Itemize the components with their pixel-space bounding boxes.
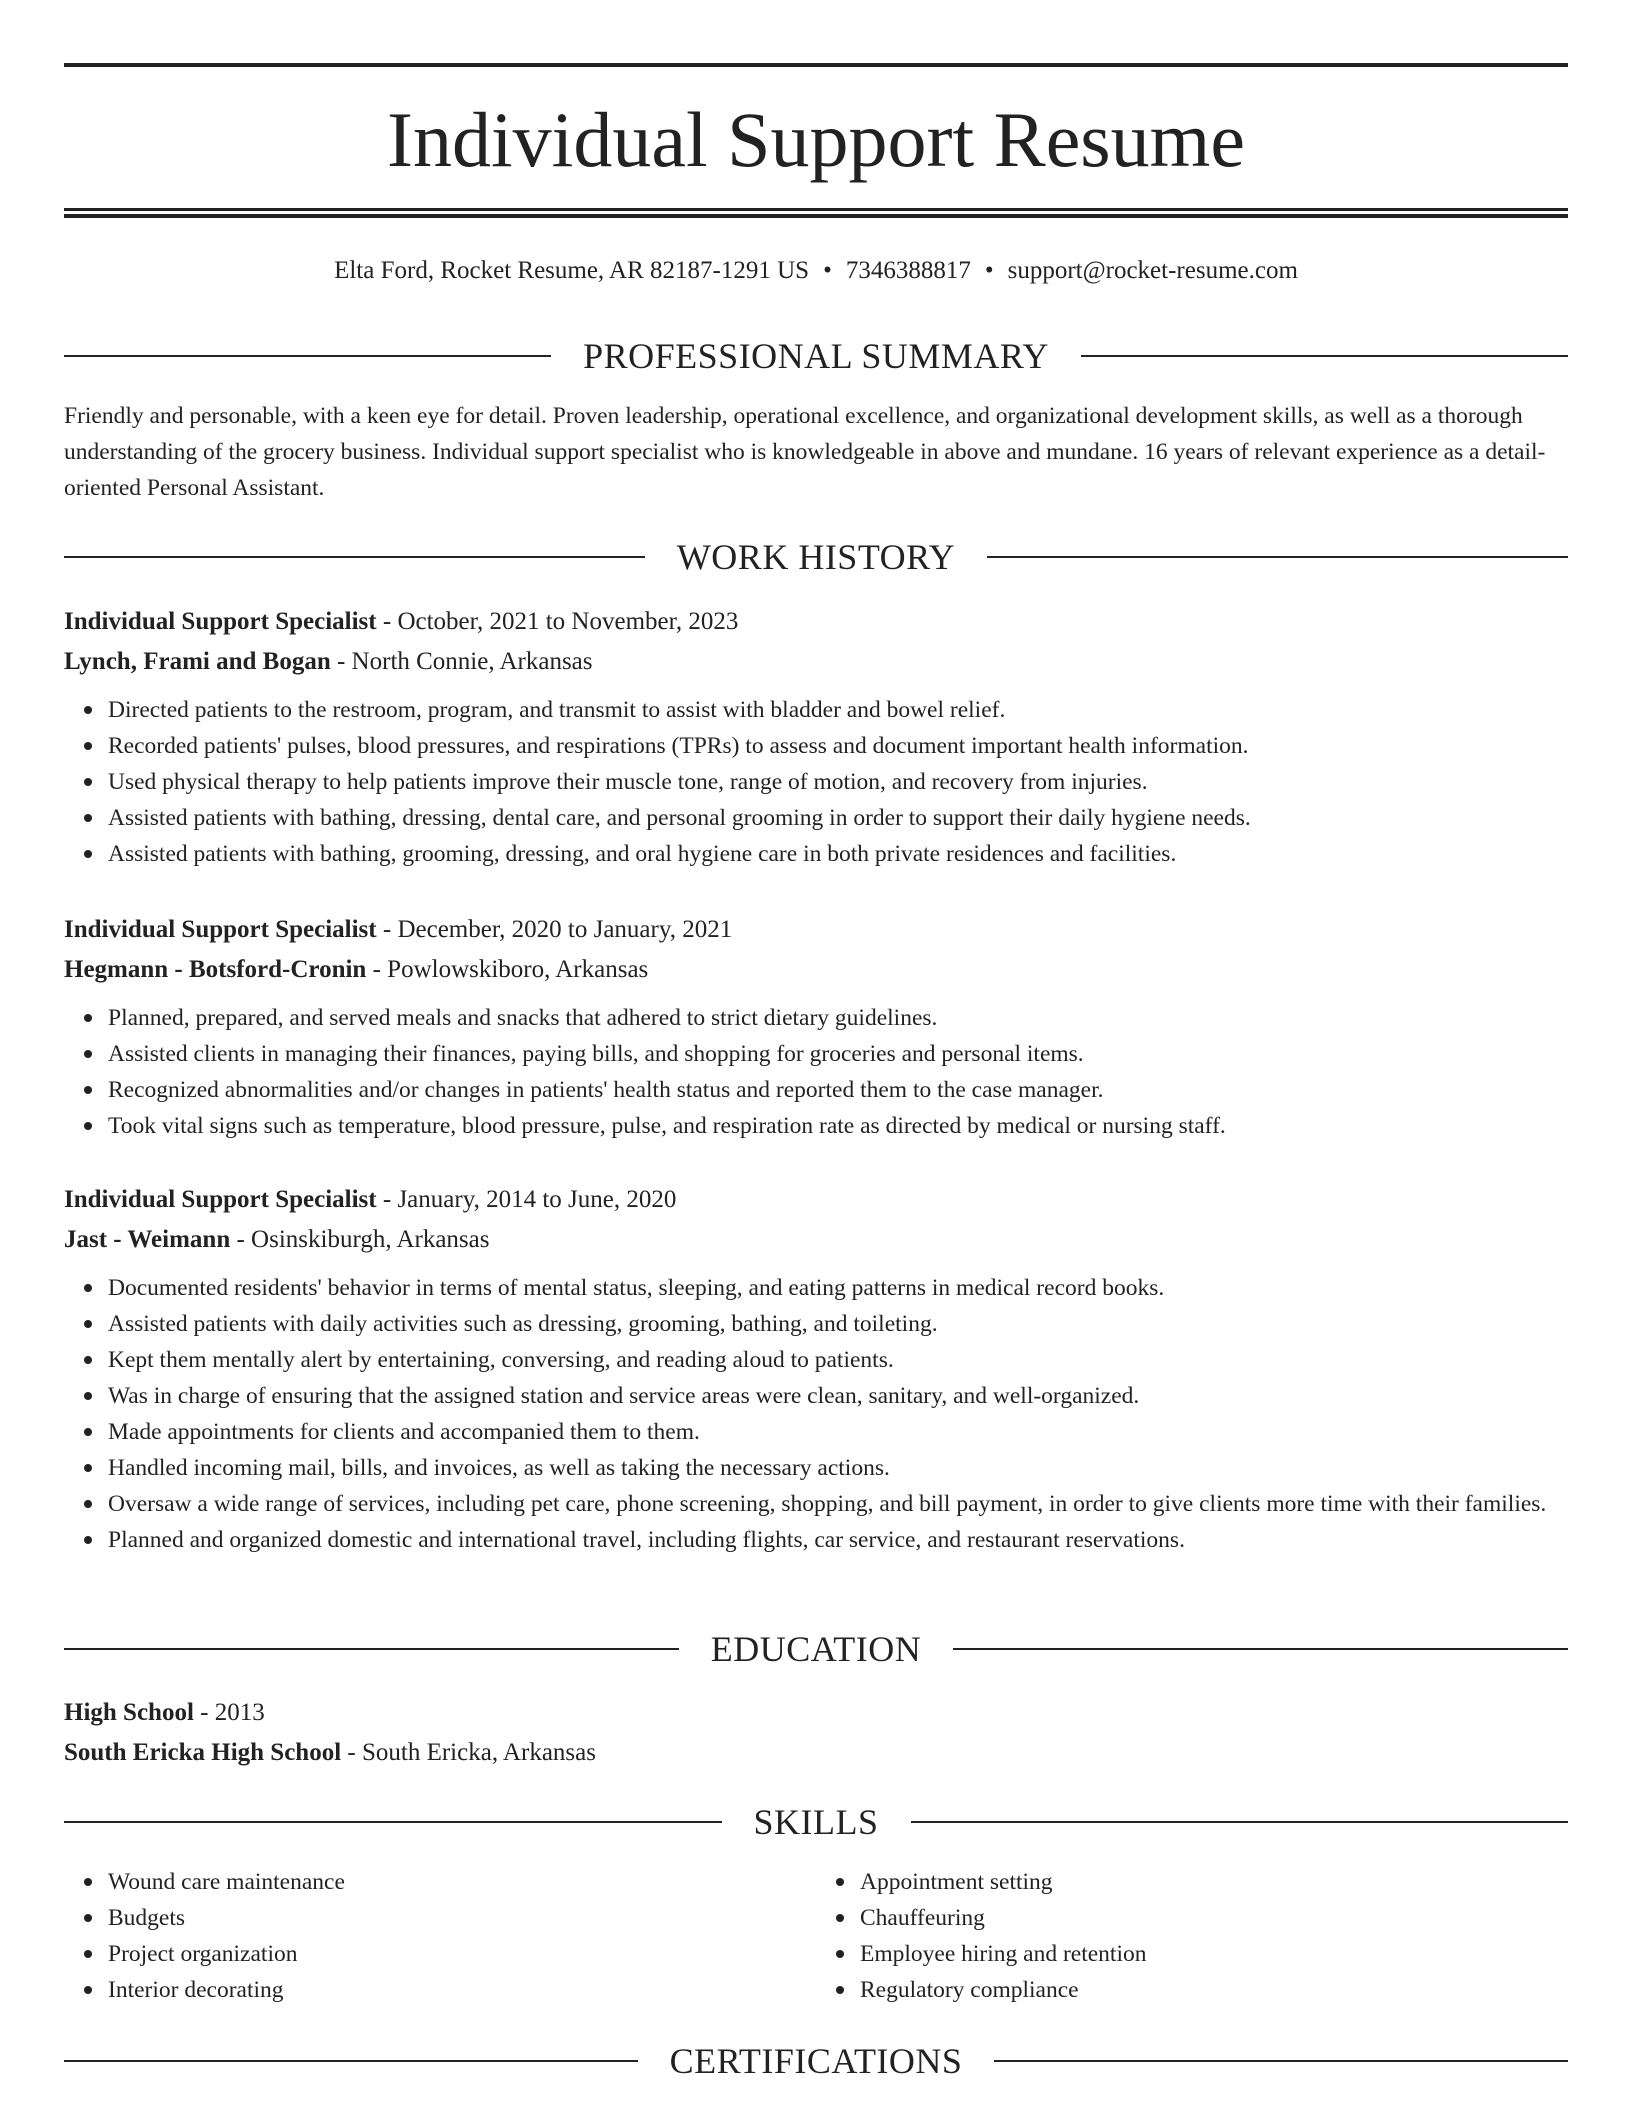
job-company-line [64, 1220, 1568, 1260]
list-item: Directed patients to the restroom, program, and transmit to assist with bladder and bowel relief. [108, 692, 1568, 728]
job-dates: - January, 2014 to June, 2020 [376, 1186, 677, 1213]
job-title-line [64, 910, 1568, 950]
list-item: Planned and organized domestic and international travel, including flights, car service, and restaurant reservations. [108, 1522, 1568, 1558]
job-title: Individual Support Specialist [64, 916, 377, 943]
list-item: Made appointments for clients and accompanied them to them. [108, 1414, 1568, 1450]
job-company: Jast - Weimann [64, 1226, 231, 1253]
list-item: Chauffeuring [860, 1900, 1568, 1936]
contact-line [64, 254, 1568, 288]
heading-rule-right [911, 1821, 1569, 1823]
contact-phone: 7346388817 [845, 257, 971, 284]
education-degree: High School [64, 1699, 194, 1726]
education-entry [64, 1693, 1568, 1773]
skills-column-left [64, 1864, 816, 2008]
job-entry [64, 602, 1568, 872]
heading-rule-left [64, 2060, 638, 2062]
job-company: Lynch, Frami and Bogan [64, 648, 331, 675]
job-company: Hegmann - Botsford-Cronin [64, 956, 367, 983]
work-history-heading-label: WORK HISTORY [676, 537, 956, 577]
list-item: Wound care maintenance [108, 1864, 816, 1900]
education-heading [64, 1627, 1568, 1671]
heading-rule-right [953, 1648, 1568, 1650]
education-school: South Ericka High School [64, 1739, 342, 1766]
list-item: Budgets [108, 1900, 816, 1936]
list-item: Was in charge of ensuring that the assigned station and service areas were clean, sanitary, and well-organized. [108, 1378, 1568, 1414]
certifications-heading [64, 2039, 1568, 2083]
work-history-heading [64, 535, 1568, 579]
summary-text: Friendly and personable, with a keen eye for detail. Proven leadership, operational excellence, and organizational development skills, as well as a thorough understanding of the grocery business. Individual support specialist who is knowledgeable in above and mundane. 16 years of relevant experience as a detail-oriented Personal Assistant. [64, 403, 1546, 501]
contact-address: Elta Ford, Rocket Resume, AR 82187-1291 US [334, 257, 810, 284]
contact-separator: • [823, 257, 832, 284]
education-year: - 2013 [193, 1699, 265, 1726]
title-double-rule [64, 208, 1568, 218]
skills-column-right [816, 1864, 1568, 2008]
heading-rule-left [64, 355, 551, 357]
contact-email: support@rocket-resume.com [1007, 257, 1298, 284]
job-dates: - October, 2021 to November, 2023 [376, 608, 739, 635]
job-title-line [64, 1180, 1568, 1220]
job-location: - North Connie, Arkansas [330, 648, 593, 675]
skills-list [64, 1864, 1568, 2008]
list-item: Appointment setting [860, 1864, 1568, 1900]
contact-separator: • [984, 257, 994, 284]
job-location: - Osinskiburgh, Arkansas [230, 1226, 490, 1253]
education-degree-line [64, 1693, 1568, 1733]
heading-rule-right [1081, 355, 1568, 357]
list-item: Regulatory compliance [860, 1972, 1568, 2008]
list-item: Assisted patients with daily activities such as dressing, grooming, bathing, and toileting. [108, 1306, 1568, 1342]
job-title: Individual Support Specialist [64, 1186, 377, 1213]
heading-rule-right [994, 2060, 1568, 2062]
job-dates: - December, 2020 to January, 2021 [376, 916, 733, 943]
list-item: Employee hiring and retention [860, 1936, 1568, 1972]
job-entry [64, 1180, 1568, 1558]
education-school-line [64, 1733, 1568, 1773]
job-company-line [64, 642, 1568, 682]
resume-title: Individual Support Resume [387, 96, 1245, 183]
list-item: Recognized abnormalities and/or changes in patients' health status and reported them to the case manager. [108, 1072, 1568, 1108]
job-company-line [64, 950, 1568, 990]
job-title: Individual Support Specialist [64, 608, 377, 635]
list-item: Assisted clients in managing their finances, paying bills, and shopping for groceries and personal items. [108, 1036, 1568, 1072]
summary-heading [64, 334, 1568, 378]
skills-heading [64, 1800, 1568, 1844]
job-duties [64, 692, 1568, 872]
skills-heading-label: SKILLS [753, 1802, 879, 1842]
list-item: Took vital signs such as temperature, blood pressure, pulse, and respiration rate as directed by medical or nursing staff. [108, 1108, 1568, 1144]
heading-rule-left [64, 1821, 722, 1823]
list-item: Handled incoming mail, bills, and invoices, as well as taking the necessary actions. [108, 1450, 1568, 1486]
heading-rule-left [64, 1648, 679, 1650]
job-title-line [64, 602, 1568, 642]
list-item: Used physical therapy to help patients improve their muscle tone, range of motion, and recovery from injuries. [108, 764, 1568, 800]
list-item: Documented residents' behavior in terms of mental status, sleeping, and eating patterns in medical record books. [108, 1270, 1568, 1306]
job-duties [64, 1270, 1568, 1558]
heading-rule-right [987, 556, 1568, 558]
list-item: Assisted patients with bathing, dressing, dental care, and personal grooming in order to support their daily hygiene needs. [108, 800, 1568, 836]
job-entry [64, 910, 1568, 1144]
list-item: Planned, prepared, and served meals and snacks that adhered to strict dietary guidelines. [108, 1000, 1568, 1036]
list-item: Interior decorating [108, 1972, 816, 2008]
list-item: Project organization [108, 1936, 816, 1972]
education-heading-label: EDUCATION [710, 1629, 922, 1669]
education-location: - South Ericka, Arkansas [341, 1739, 596, 1766]
job-duties [64, 1000, 1568, 1144]
certifications-heading-label: CERTIFICATIONS [669, 2041, 963, 2081]
job-location: - Powlowskiboro, Arkansas [366, 956, 649, 983]
top-rule [64, 63, 1568, 67]
list-item: Assisted patients with bathing, grooming, dressing, and oral hygiene care in both private residences and facilities. [108, 836, 1568, 872]
summary-heading-label: PROFESSIONAL SUMMARY [583, 336, 1049, 376]
list-item: Kept them mentally alert by entertaining, conversing, and reading aloud to patients. [108, 1342, 1568, 1378]
heading-rule-left [64, 556, 645, 558]
list-item: Recorded patients' pulses, blood pressures, and respirations (TPRs) to assess and document important health information. [108, 728, 1568, 764]
list-item: Oversaw a wide range of services, including pet care, phone screening, shopping, and bill payment, in order to give clients more time with their families. [108, 1486, 1568, 1522]
